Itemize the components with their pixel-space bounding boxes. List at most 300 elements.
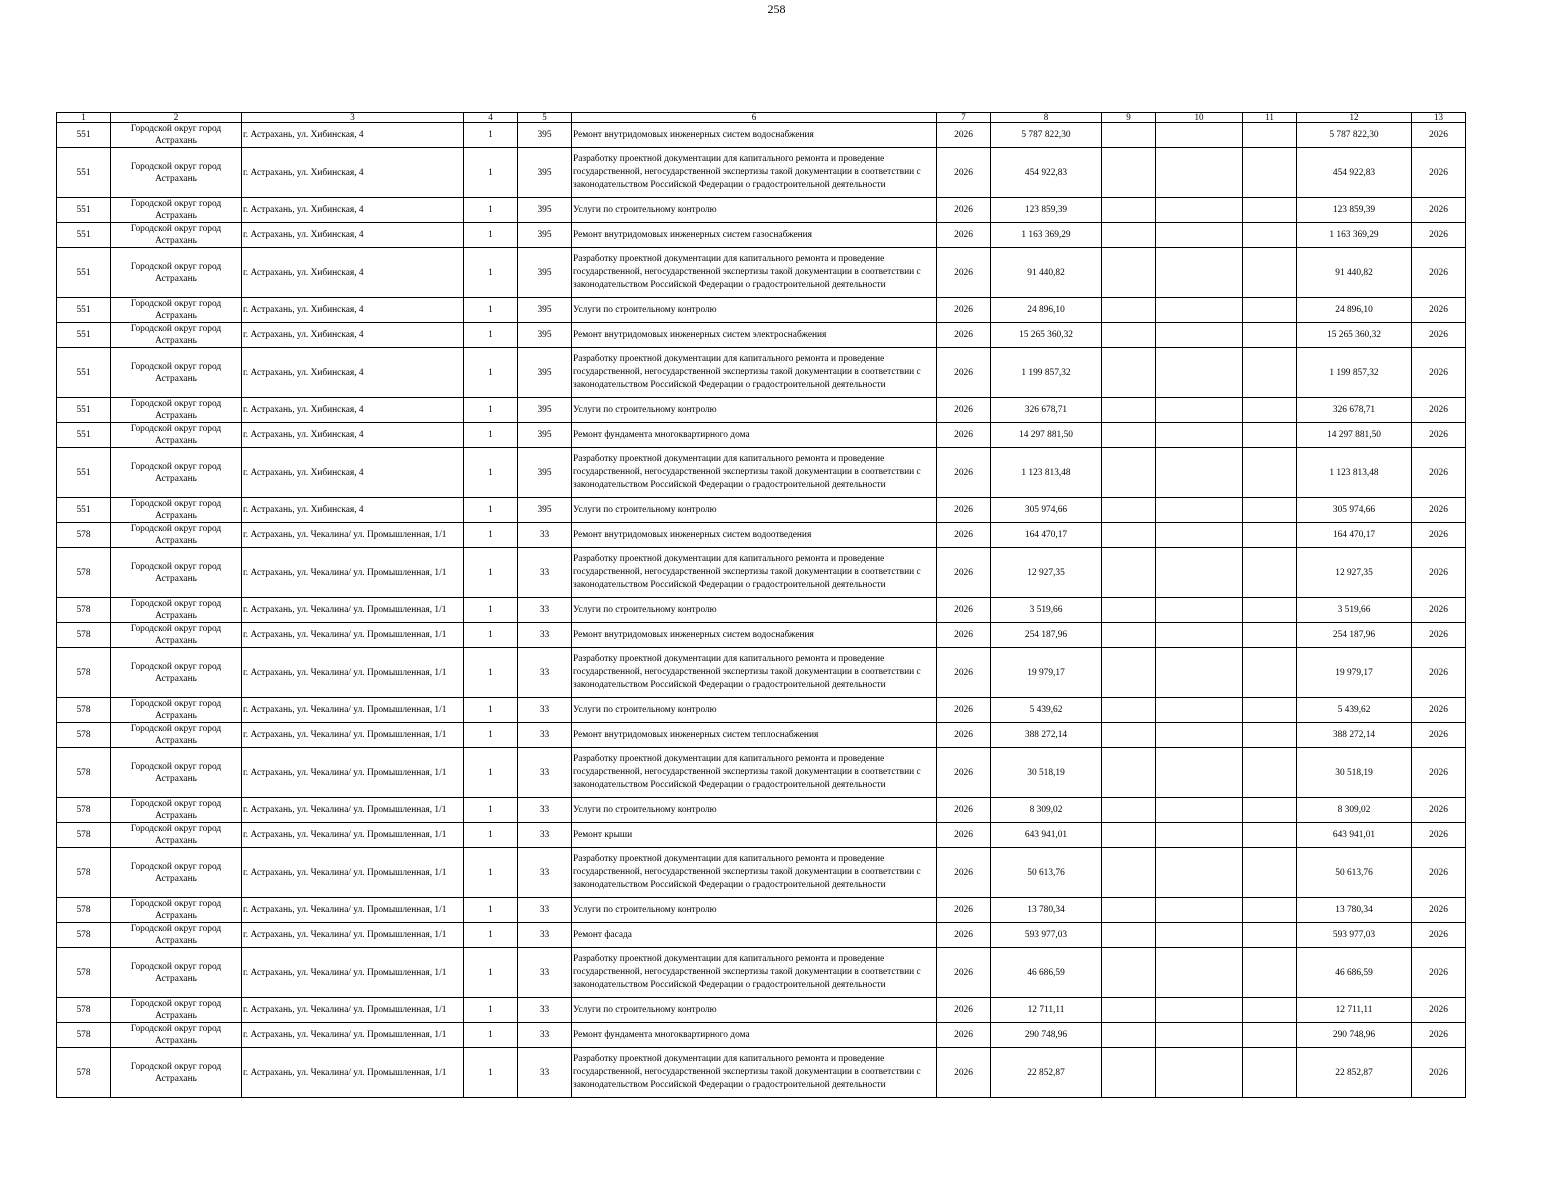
table-cell-col13: 2026	[1412, 598, 1466, 623]
table-cell-col12: 5 439,62	[1297, 698, 1412, 723]
table-cell-col10	[1156, 248, 1243, 298]
table-cell-col1: 551	[57, 298, 111, 323]
table-cell-col10	[1156, 898, 1243, 923]
column-header: 9	[1102, 113, 1156, 123]
table-cell-col3: г. Астрахань, ул. Хибинская, 4	[242, 148, 464, 198]
table-cell-col9	[1102, 823, 1156, 848]
table-cell-col5: 33	[518, 598, 572, 623]
table-cell-col7: 2026	[937, 1023, 991, 1048]
table-cell-col9	[1102, 548, 1156, 598]
table-row	[57, 798, 1466, 823]
table-cell-col2: Городской округ город Астрахань	[111, 223, 242, 248]
table-cell-col5: 33	[518, 1023, 572, 1048]
table-cell-col11	[1243, 848, 1297, 898]
table-cell-col8: 5 787 822,30	[991, 123, 1102, 148]
table-body	[57, 123, 1466, 1098]
table-cell-col13: 2026	[1412, 1048, 1466, 1098]
table-cell-col9	[1102, 148, 1156, 198]
table-cell-col3: г. Астрахань, ул. Чекалина/ ул. Промышленная, 1/1	[242, 798, 464, 823]
table-cell-col10	[1156, 148, 1243, 198]
table-cell-col13: 2026	[1412, 198, 1466, 223]
table-cell-col4: 1	[464, 723, 518, 748]
table-cell-col12: 593 977,03	[1297, 923, 1412, 948]
table-cell-col11	[1243, 248, 1297, 298]
table-cell-col5: 395	[518, 223, 572, 248]
table-cell-col12: 24 896,10	[1297, 298, 1412, 323]
table-cell-col1: 578	[57, 848, 111, 898]
table-cell-col12: 13 780,34	[1297, 898, 1412, 923]
table-cell-col13: 2026	[1412, 998, 1466, 1023]
table-cell-col7: 2026	[937, 698, 991, 723]
table-cell-col10	[1156, 648, 1243, 698]
table-cell-col4: 1	[464, 848, 518, 898]
table-cell-col3: г. Астрахань, ул. Чекалина/ ул. Промышленная, 1/1	[242, 648, 464, 698]
table-cell-col9	[1102, 798, 1156, 823]
table-cell-col6: Услуги по строительному контролю	[572, 198, 937, 223]
table-cell-col1: 578	[57, 598, 111, 623]
table-cell-col1: 578	[57, 648, 111, 698]
table-cell-col12: 305 974,66	[1297, 498, 1412, 523]
table-cell-col2: Городской округ город Астрахань	[111, 1023, 242, 1048]
table-cell-col7: 2026	[937, 248, 991, 298]
table-cell-col11	[1243, 148, 1297, 198]
table-row	[57, 148, 1466, 198]
table-cell-col4: 1	[464, 923, 518, 948]
table-cell-col7: 2026	[937, 648, 991, 698]
table-cell-col2: Городской округ город Астрахань	[111, 998, 242, 1023]
table-cell-col12: 164 470,17	[1297, 523, 1412, 548]
table-cell-col12: 22 852,87	[1297, 1048, 1412, 1098]
table-cell-col11	[1243, 548, 1297, 598]
table-cell-col6: Разработку проектной документации для капитального ремонта и проведение государственной, негосударственной экспертизы такой документации в соответствии с законодательством Российской Федерации о градостроительной деятельности	[572, 448, 937, 498]
table-cell-col1: 578	[57, 798, 111, 823]
table-cell-col10	[1156, 298, 1243, 323]
table-cell-col13: 2026	[1412, 848, 1466, 898]
table-cell-col1: 578	[57, 823, 111, 848]
column-header: 6	[572, 113, 937, 123]
table-cell-col2: Городской округ город Астрахань	[111, 623, 242, 648]
table-cell-col11	[1243, 323, 1297, 348]
table-cell-col9	[1102, 423, 1156, 448]
table-cell-col7: 2026	[937, 623, 991, 648]
table-cell-col8: 91 440,82	[991, 248, 1102, 298]
table-cell-col3: г. Астрахань, ул. Чекалина/ ул. Промышленная, 1/1	[242, 1023, 464, 1048]
table-cell-col8: 123 859,39	[991, 198, 1102, 223]
table-cell-col8: 326 678,71	[991, 398, 1102, 423]
table-cell-col1: 551	[57, 123, 111, 148]
table-cell-col3: г. Астрахань, ул. Хибинская, 4	[242, 448, 464, 498]
table-cell-col11	[1243, 223, 1297, 248]
table-cell-col10	[1156, 523, 1243, 548]
table-cell-col6: Услуги по строительному контролю	[572, 498, 937, 523]
table-cell-col11	[1243, 348, 1297, 398]
table-cell-col10	[1156, 498, 1243, 523]
table-cell-col3: г. Астрахань, ул. Чекалина/ ул. Промышленная, 1/1	[242, 823, 464, 848]
table-cell-col11	[1243, 998, 1297, 1023]
table-cell-col5: 395	[518, 398, 572, 423]
table-cell-col3: г. Астрахань, ул. Чекалина/ ул. Промышленная, 1/1	[242, 723, 464, 748]
table-cell-col6: Разработку проектной документации для капитального ремонта и проведение государственной, негосударственной экспертизы такой документации в соответствии с законодательством Российской Федерации о градостроительной деятельности	[572, 748, 937, 798]
table-cell-col6: Ремонт внутридомовых инженерных систем водоснабжения	[572, 123, 937, 148]
table-cell-col7: 2026	[937, 198, 991, 223]
table-cell-col1: 578	[57, 998, 111, 1023]
table-cell-col11	[1243, 298, 1297, 323]
table-cell-col4: 1	[464, 248, 518, 298]
table-cell-col12: 91 440,82	[1297, 248, 1412, 298]
table-cell-col7: 2026	[937, 423, 991, 448]
table-cell-col5: 33	[518, 623, 572, 648]
table-cell-col13: 2026	[1412, 648, 1466, 698]
table-cell-col3: г. Астрахань, ул. Чекалина/ ул. Промышленная, 1/1	[242, 598, 464, 623]
table-cell-col10	[1156, 198, 1243, 223]
table-cell-col7: 2026	[937, 898, 991, 923]
table-cell-col5: 33	[518, 948, 572, 998]
table-cell-col10	[1156, 623, 1243, 648]
table-cell-col9	[1102, 348, 1156, 398]
table-cell-col12: 123 859,39	[1297, 198, 1412, 223]
table-cell-col13: 2026	[1412, 623, 1466, 648]
table-cell-col5: 33	[518, 798, 572, 823]
table-cell-col10	[1156, 1048, 1243, 1098]
table-cell-col7: 2026	[937, 123, 991, 148]
table-cell-col8: 643 941,01	[991, 823, 1102, 848]
table-cell-col13: 2026	[1412, 823, 1466, 848]
table-cell-col4: 1	[464, 798, 518, 823]
table-cell-col5: 395	[518, 148, 572, 198]
table-cell-col12: 1 123 813,48	[1297, 448, 1412, 498]
table-cell-col9	[1102, 898, 1156, 923]
table-cell-col5: 33	[518, 698, 572, 723]
table-cell-col9	[1102, 698, 1156, 723]
table-cell-col4: 1	[464, 398, 518, 423]
table-cell-col13: 2026	[1412, 123, 1466, 148]
table-cell-col1: 578	[57, 623, 111, 648]
table-cell-col5: 33	[518, 748, 572, 798]
table-cell-col10	[1156, 923, 1243, 948]
table-cell-col12: 1 199 857,32	[1297, 348, 1412, 398]
table-cell-col9	[1102, 998, 1156, 1023]
table-cell-col13: 2026	[1412, 398, 1466, 423]
table-cell-col11	[1243, 923, 1297, 948]
table-cell-col6: Ремонт внутридомовых инженерных систем водоснабжения	[572, 623, 937, 648]
table-cell-col5: 395	[518, 298, 572, 323]
table-cell-col2: Городской округ город Астрахань	[111, 748, 242, 798]
table-cell-col6: Разработку проектной документации для капитального ремонта и проведение государственной, негосударственной экспертизы такой документации в соответствии с законодательством Российской Федерации о градостроительной деятельности	[572, 648, 937, 698]
table-cell-col3: г. Астрахань, ул. Чекалина/ ул. Промышленная, 1/1	[242, 698, 464, 723]
table-cell-col6: Услуги по строительному контролю	[572, 698, 937, 723]
table-cell-col4: 1	[464, 423, 518, 448]
table-cell-col3: г. Астрахань, ул. Хибинская, 4	[242, 323, 464, 348]
table-cell-col13: 2026	[1412, 948, 1466, 998]
table-cell-col2: Городской округ город Астрахань	[111, 923, 242, 948]
table-cell-col8: 13 780,34	[991, 898, 1102, 923]
table-cell-col12: 8 309,02	[1297, 798, 1412, 823]
table-row	[57, 448, 1466, 498]
table-row	[57, 623, 1466, 648]
table-cell-col4: 1	[464, 1048, 518, 1098]
table-cell-col2: Городской округ город Астрахань	[111, 498, 242, 523]
column-number-header	[57, 113, 1466, 123]
table-cell-col12: 454 922,83	[1297, 148, 1412, 198]
table-row	[57, 1023, 1466, 1048]
table-cell-col4: 1	[464, 148, 518, 198]
table-cell-col9	[1102, 723, 1156, 748]
table-cell-col11	[1243, 598, 1297, 623]
table-cell-col7: 2026	[937, 523, 991, 548]
table-cell-col12: 254 187,96	[1297, 623, 1412, 648]
table-cell-col8: 24 896,10	[991, 298, 1102, 323]
table-cell-col10	[1156, 998, 1243, 1023]
table-cell-col10	[1156, 548, 1243, 598]
table-cell-col4: 1	[464, 448, 518, 498]
table-cell-col6: Ремонт внутридомовых инженерных систем теплоснабжения	[572, 723, 937, 748]
table-cell-col6: Услуги по строительному контролю	[572, 598, 937, 623]
table-cell-col7: 2026	[937, 723, 991, 748]
table-cell-col12: 1 163 369,29	[1297, 223, 1412, 248]
table-cell-col7: 2026	[937, 798, 991, 823]
table-cell-col1: 551	[57, 198, 111, 223]
table-cell-col8: 46 686,59	[991, 948, 1102, 998]
table-cell-col4: 1	[464, 598, 518, 623]
table-cell-col5: 33	[518, 648, 572, 698]
table-cell-col6: Разработку проектной документации для капитального ремонта и проведение государственной, негосударственной экспертизы такой документации в соответствии с законодательством Российской Федерации о градостроительной деятельности	[572, 848, 937, 898]
table-cell-col2: Городской округ город Астрахань	[111, 123, 242, 148]
table-cell-col5: 395	[518, 123, 572, 148]
column-header: 5	[518, 113, 572, 123]
table-row	[57, 523, 1466, 548]
table-cell-col13: 2026	[1412, 523, 1466, 548]
table-cell-col3: г. Астрахань, ул. Хибинская, 4	[242, 423, 464, 448]
table-cell-col4: 1	[464, 198, 518, 223]
table-cell-col13: 2026	[1412, 548, 1466, 598]
table-cell-col3: г. Астрахань, ул. Чекалина/ ул. Промышленная, 1/1	[242, 523, 464, 548]
table-row	[57, 223, 1466, 248]
table-cell-col4: 1	[464, 498, 518, 523]
table-row	[57, 823, 1466, 848]
table-cell-col12: 50 613,76	[1297, 848, 1412, 898]
table-cell-col7: 2026	[937, 498, 991, 523]
table-cell-col2: Городской округ город Астрахань	[111, 248, 242, 298]
table-cell-col4: 1	[464, 823, 518, 848]
table-cell-col7: 2026	[937, 548, 991, 598]
table-cell-col2: Городской округ город Астрахань	[111, 548, 242, 598]
table-cell-col8: 5 439,62	[991, 698, 1102, 723]
table-cell-col10	[1156, 748, 1243, 798]
table-cell-col3: г. Астрахань, ул. Чекалина/ ул. Промышленная, 1/1	[242, 998, 464, 1023]
table-cell-col8: 454 922,83	[991, 148, 1102, 198]
table-cell-col12: 326 678,71	[1297, 398, 1412, 423]
table-cell-col9	[1102, 1023, 1156, 1048]
table-cell-col12: 15 265 360,32	[1297, 323, 1412, 348]
table-cell-col3: г. Астрахань, ул. Чекалина/ ул. Промышленная, 1/1	[242, 848, 464, 898]
table-cell-col9	[1102, 748, 1156, 798]
table-cell-col9	[1102, 1048, 1156, 1098]
table-cell-col13: 2026	[1412, 748, 1466, 798]
table-cell-col11	[1243, 948, 1297, 998]
column-header: 4	[464, 113, 518, 123]
table-cell-col11	[1243, 398, 1297, 423]
table-cell-col5: 33	[518, 998, 572, 1023]
table-cell-col12: 643 941,01	[1297, 823, 1412, 848]
table-cell-col12: 5 787 822,30	[1297, 123, 1412, 148]
table-cell-col5: 33	[518, 548, 572, 598]
table-cell-col2: Городской округ город Астрахань	[111, 148, 242, 198]
table-cell-col1: 551	[57, 423, 111, 448]
table-cell-col1: 578	[57, 923, 111, 948]
table-cell-col6: Ремонт внутридомовых инженерных систем водоотведения	[572, 523, 937, 548]
table-cell-col5: 395	[518, 323, 572, 348]
table-cell-col6: Услуги по строительному контролю	[572, 798, 937, 823]
table-row	[57, 748, 1466, 798]
column-header: 8	[991, 113, 1102, 123]
table-cell-col12: 12 927,35	[1297, 548, 1412, 598]
column-header: 12	[1297, 113, 1412, 123]
table-cell-col8: 3 519,66	[991, 598, 1102, 623]
table-row	[57, 398, 1466, 423]
table-cell-col4: 1	[464, 998, 518, 1023]
table-cell-col7: 2026	[937, 323, 991, 348]
table-row	[57, 998, 1466, 1023]
table-cell-col1: 551	[57, 148, 111, 198]
table-row	[57, 123, 1466, 148]
table-cell-col3: г. Астрахань, ул. Чекалина/ ул. Промышленная, 1/1	[242, 948, 464, 998]
column-header: 2	[111, 113, 242, 123]
table-cell-col4: 1	[464, 323, 518, 348]
table-cell-col10	[1156, 423, 1243, 448]
table-cell-col13: 2026	[1412, 248, 1466, 298]
table-cell-col2: Городской округ город Астрахань	[111, 848, 242, 898]
table-cell-col6: Разработку проектной документации для капитального ремонта и проведение государственной, негосударственной экспертизы такой документации в соответствии с законодательством Российской Федерации о градостроительной деятельности	[572, 548, 937, 598]
table-cell-col10	[1156, 598, 1243, 623]
table-cell-col2: Городской округ город Астрахань	[111, 598, 242, 623]
table-cell-col12: 12 711,11	[1297, 998, 1412, 1023]
table-cell-col5: 33	[518, 1048, 572, 1098]
table-cell-col13: 2026	[1412, 898, 1466, 923]
column-header: 1	[57, 113, 111, 123]
table-cell-col11	[1243, 198, 1297, 223]
table-cell-col11	[1243, 448, 1297, 498]
table-cell-col8: 12 711,11	[991, 998, 1102, 1023]
table-cell-col10	[1156, 1023, 1243, 1048]
table-cell-col6: Ремонт внутридомовых инженерных систем газоснабжения	[572, 223, 937, 248]
table-cell-col4: 1	[464, 1023, 518, 1048]
table-cell-col4: 1	[464, 123, 518, 148]
table-cell-col8: 12 927,35	[991, 548, 1102, 598]
table-cell-col2: Городской округ город Астрахань	[111, 723, 242, 748]
table-cell-col7: 2026	[937, 148, 991, 198]
table-cell-col6: Ремонт фундамента многоквартирного дома	[572, 1023, 937, 1048]
table-cell-col8: 1 163 369,29	[991, 223, 1102, 248]
table-cell-col2: Городской округ город Астрахань	[111, 648, 242, 698]
table-cell-col5: 33	[518, 523, 572, 548]
table-cell-col11	[1243, 898, 1297, 923]
table-cell-col12: 388 272,14	[1297, 723, 1412, 748]
table-cell-col11	[1243, 623, 1297, 648]
table-cell-col10	[1156, 398, 1243, 423]
table-cell-col5: 33	[518, 923, 572, 948]
table-cell-col4: 1	[464, 898, 518, 923]
table-cell-col1: 578	[57, 698, 111, 723]
table-cell-col11	[1243, 1048, 1297, 1098]
table-cell-col6: Ремонт фасада	[572, 923, 937, 948]
page-number: 258	[767, 2, 786, 16]
table-cell-col9	[1102, 523, 1156, 548]
table-cell-col9	[1102, 848, 1156, 898]
table-cell-col1: 578	[57, 898, 111, 923]
table-cell-col12: 14 297 881,50	[1297, 423, 1412, 448]
table-cell-col3: г. Астрахань, ул. Хибинская, 4	[242, 248, 464, 298]
table-cell-col1: 551	[57, 448, 111, 498]
table-cell-col13: 2026	[1412, 298, 1466, 323]
table-cell-col13: 2026	[1412, 148, 1466, 198]
repair-register-table	[56, 112, 1466, 1098]
table-cell-col8: 8 309,02	[991, 798, 1102, 823]
table-cell-col1: 578	[57, 723, 111, 748]
table-cell-col13: 2026	[1412, 798, 1466, 823]
table-cell-col5: 395	[518, 198, 572, 223]
table-cell-col11	[1243, 123, 1297, 148]
table-cell-col7: 2026	[937, 948, 991, 998]
table-row	[57, 248, 1466, 298]
table-cell-col11	[1243, 748, 1297, 798]
table-cell-col13: 2026	[1412, 348, 1466, 398]
table-cell-col9	[1102, 648, 1156, 698]
table-cell-col7: 2026	[937, 1048, 991, 1098]
table-cell-col11	[1243, 698, 1297, 723]
table-cell-col7: 2026	[937, 823, 991, 848]
table-cell-col8: 164 470,17	[991, 523, 1102, 548]
table-cell-col10	[1156, 448, 1243, 498]
table-cell-col9	[1102, 298, 1156, 323]
table-cell-col10	[1156, 698, 1243, 723]
table-cell-col9	[1102, 198, 1156, 223]
table-cell-col5: 33	[518, 898, 572, 923]
table-cell-col13: 2026	[1412, 223, 1466, 248]
table-cell-col12: 30 518,19	[1297, 748, 1412, 798]
table-cell-col9	[1102, 448, 1156, 498]
table-cell-col3: г. Астрахань, ул. Хибинская, 4	[242, 123, 464, 148]
table-cell-col13: 2026	[1412, 448, 1466, 498]
table-cell-col6: Разработку проектной документации для капитального ремонта и проведение государственной, негосударственной экспертизы такой документации в соответствии с законодательством Российской Федерации о градостроительной деятельности	[572, 148, 937, 198]
table-cell-col7: 2026	[937, 598, 991, 623]
table-cell-col13: 2026	[1412, 723, 1466, 748]
table-cell-col10	[1156, 323, 1243, 348]
table-cell-col12: 19 979,17	[1297, 648, 1412, 698]
table-cell-col4: 1	[464, 348, 518, 398]
table-cell-col4: 1	[464, 223, 518, 248]
table-cell-col6: Ремонт внутридомовых инженерных систем электроснабжения	[572, 323, 937, 348]
table-cell-col11	[1243, 423, 1297, 448]
table-cell-col11	[1243, 1023, 1297, 1048]
table-cell-col13: 2026	[1412, 423, 1466, 448]
table-cell-col3: г. Астрахань, ул. Хибинская, 4	[242, 298, 464, 323]
table-cell-col5: 395	[518, 348, 572, 398]
table-cell-col6: Разработку проектной документации для капитального ремонта и проведение государственной, негосударственной экспертизы такой документации в соответствии с законодательством Российской Федерации о градостроительной деятельности	[572, 1048, 937, 1098]
table-row	[57, 923, 1466, 948]
column-header: 11	[1243, 113, 1297, 123]
table-cell-col7: 2026	[937, 223, 991, 248]
table-cell-col7: 2026	[937, 848, 991, 898]
table-cell-col1: 578	[57, 548, 111, 598]
table-row	[57, 423, 1466, 448]
table-cell-col10	[1156, 348, 1243, 398]
table-cell-col4: 1	[464, 948, 518, 998]
table-cell-col5: 33	[518, 723, 572, 748]
table-cell-col2: Городской округ город Астрахань	[111, 398, 242, 423]
table-cell-col12: 3 519,66	[1297, 598, 1412, 623]
table-cell-col13: 2026	[1412, 923, 1466, 948]
table-cell-col1: 551	[57, 348, 111, 398]
